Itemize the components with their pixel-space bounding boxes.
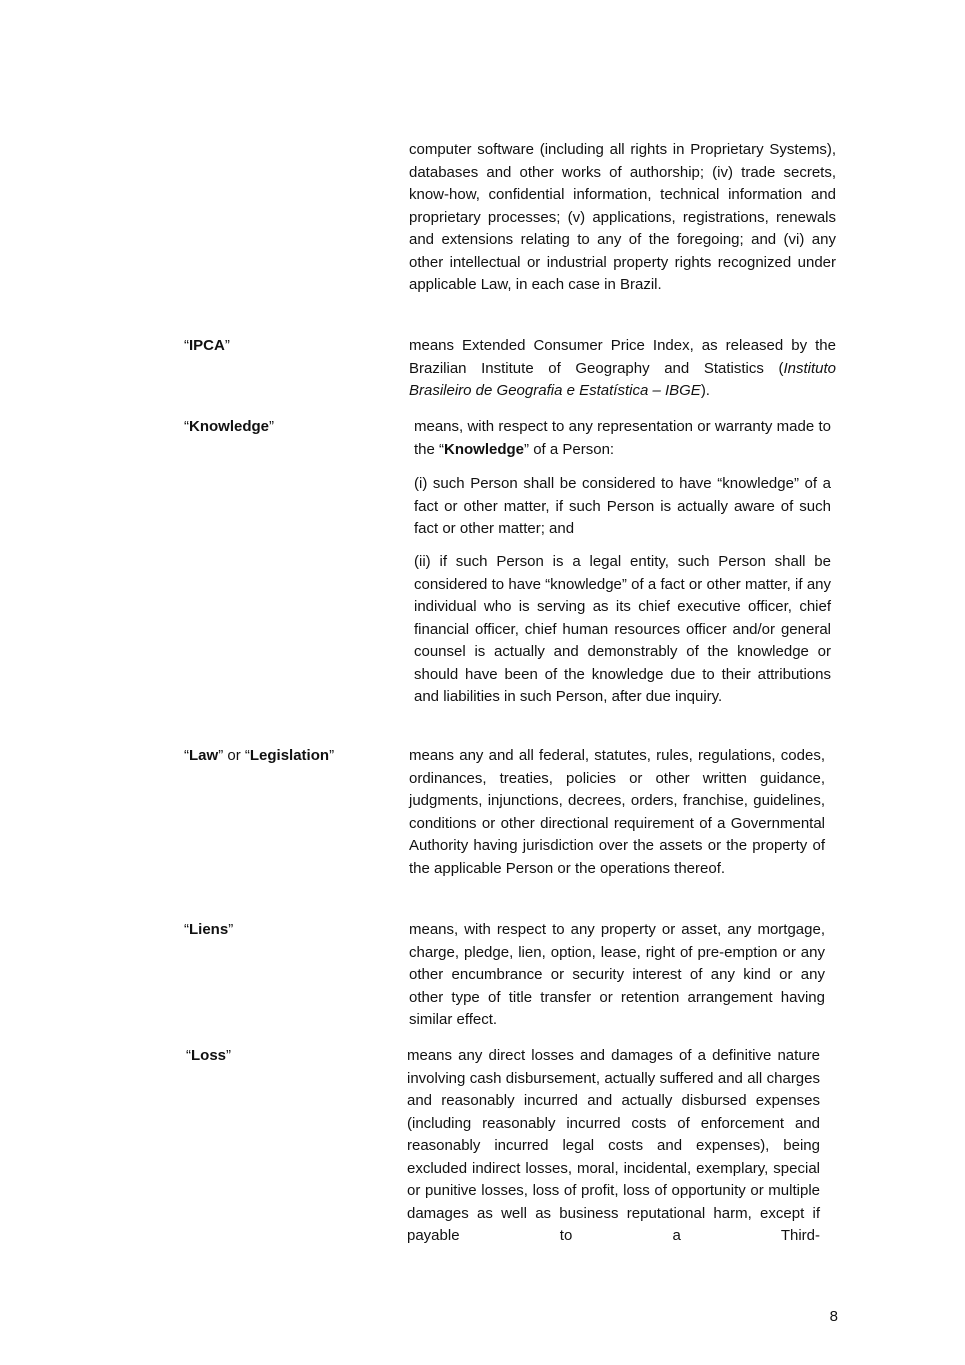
knowledge-intro-after: ” of a Person: [524,440,615,458]
page-number: 8 [829,1308,838,1325]
knowledge-intro-before: means, with respect to any representation or warranty made to the “ [414,418,831,458]
term-knowledge-label: Knowledge [189,418,270,435]
definition-ipca [409,335,836,403]
term-law-label: Law [189,747,219,764]
term-loss: “Loss” [186,1047,232,1064]
definition-knowledge-item-2: (ii) if such Person is a legal entity, such Person shall be considered to have “knowledge” of a fact or other matter, if any individual who is serving as its chief executive officer, chief financial officer, chief human resources officer and/or general counsel is actually and demonstrably of the knowledge or should have been of the knowledge due to their attributions and liabilities in such Person, after due inquiry. [414,553,831,705]
definition-knowledge-item-1: (i) such Person shall be considered to have “knowledge” of a fact or other matter, if such Person is actually aware of such fact or other matter; and [414,475,831,537]
definition-law: means any and all federal, statutes, rules, regulations, codes, ordinances, treaties, policies or other written guidance, judgments, injunctions, decrees, orders, franchise, guidelines, conditions or other directional requirement of a Governmental Authority having jurisdiction over the assets or the property of the applicable Person or the operations thereof. [409,747,825,877]
term-law-legislation: “Law” or “Legislation” [184,747,335,764]
definition-knowledge-intro [414,416,831,461]
term-ipca: “IPCA” [184,337,230,354]
term-law-connector: or [223,747,245,764]
knowledge-intro-bold: Knowledge [444,440,525,458]
ipca-text-before: means Extended Consumer Price Index, as released by the Brazilian Institute of Geography and Statistics ( [409,337,836,377]
term-knowledge: “Knowledge” [184,418,275,435]
term-liens: “Liens” [184,921,234,938]
definition-loss: means any direct losses and damages of a definitive nature involving cash disbursement, actually suffered and all charges and reasonably incurred and actually disbursed expenses (including reasonably incurred costs of enforcement and reasonably incurred legal costs and expenses), being excluded indirect losses, moral, incidental, exemplary, special or punitive losses, loss of profit, loss of opportunity or multiple damages as well as business reputational harm, except if payable to a Third- [407,1047,820,1244]
continuation-paragraph: computer software (including all rights in Proprietary Systems), databases and other works of authorship; (iv) trade secrets, know-how, confidential information, technical information and proprietary processes; (v) applications, registrations, renewals and extensions relating to any of the foregoing; and (vi) any other intellectual or industrial property rights recognized under applicable Law, in each case in Brazil. [409,141,836,293]
term-loss-label: Loss [191,1047,227,1064]
definition-liens: means, with respect to any property or asset, any mortgage, charge, pledge, lien, option, lease, right of pre-emption or any other encumbrance or security interest of any kind or any other type of title transfer or retention arrangement having similar effect. [409,921,825,1028]
term-liens-label: Liens [189,921,229,938]
ipca-text-italic: Instituto Brasileiro de Geografia e Estatística – IBGE [409,359,836,399]
ipca-text-after: ). [700,382,710,399]
term-legislation-label: Legislation [249,747,330,764]
term-ipca-label: IPCA [189,337,225,354]
